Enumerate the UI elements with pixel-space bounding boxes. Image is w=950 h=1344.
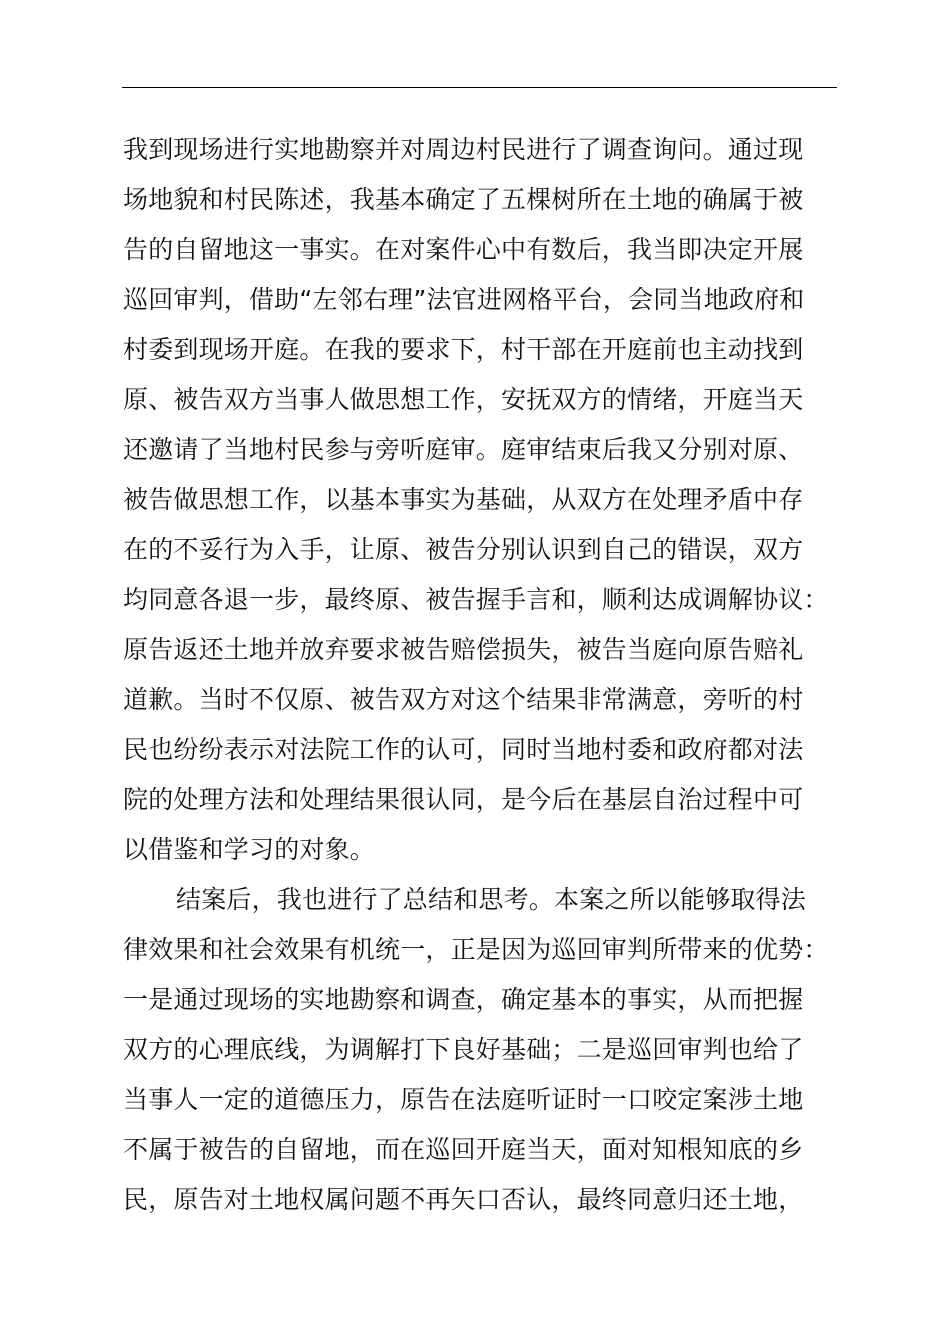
text-line: 民也纷纷表示对法院工作的认可，同时当地村委和政府都对法 [123,735,804,764]
text-line: 巡回审判，借助“左邻右理”法官进网格平台，会同当地政府和 [123,285,805,314]
text-line: 院的处理方法和处理结果很认同，是今后在基层自治过程中可 [123,785,804,814]
text-line: 律效果和社会效果有机统一，正是因为巡回审判所带来的优势： [123,935,829,964]
text-line: 原告返还土地并放弃要求被告赔偿损失，被告当庭向原告赔礼 [123,635,804,664]
text-line: 道歉。当时不仅原、被告双方对这个结果非常满意，旁听的村 [123,685,804,714]
text-line: 场地貌和村民陈述，我基本确定了五棵树所在土地的确属于被 [123,185,804,214]
text-line: 被告做思想工作，以基本事实为基础，从双方在处理矛盾中存 [123,485,804,514]
text-line: 当事人一定的道德压力，原告在法庭听证时一口咬定案涉土地 [123,1085,804,1114]
text-line: 我到现场进行实地勘察并对周边村民进行了调查询问。通过现 [123,135,804,164]
paragraph-first-line: 结案后，我也进行了总结和思考。本案之所以能够取得法 [176,885,807,914]
text-line: 不属于被告的自留地，而在巡回开庭当天，面对知根知底的乡 [123,1135,804,1164]
text-line: 以借鉴和学习的对象。 [123,835,376,864]
text-line: 双方的心理底线，为调解打下良好基础；二是巡回审判也给了 [123,1035,804,1064]
text-line: 在的不妥行为入手，让原、被告分别认识到自己的错误，双方 [123,535,804,564]
text-line: 均同意各退一步，最终原、被告握手言和，顺利达成调解协议： [123,585,829,614]
text-line: 还邀请了当地村民参与旁听庭审。庭审结束后我又分别对原、 [123,435,804,464]
header-rule [122,87,837,88]
text-line: 原、被告双方当事人做思想工作，安抚双方的情绪，开庭当天 [123,385,804,414]
text-line: 一是通过现场的实地勘察和调查，确定基本的事实，从而把握 [123,985,804,1014]
text-line: 告的自留地这一事实。在对案件心中有数后，我当即决定开展 [123,235,804,264]
text-line: 村委到现场开庭。在我的要求下，村干部在开庭前也主动找到 [123,335,804,364]
text-line: 民，原告对土地权属问题不再矢口否认，最终同意归还土地， [123,1185,804,1214]
